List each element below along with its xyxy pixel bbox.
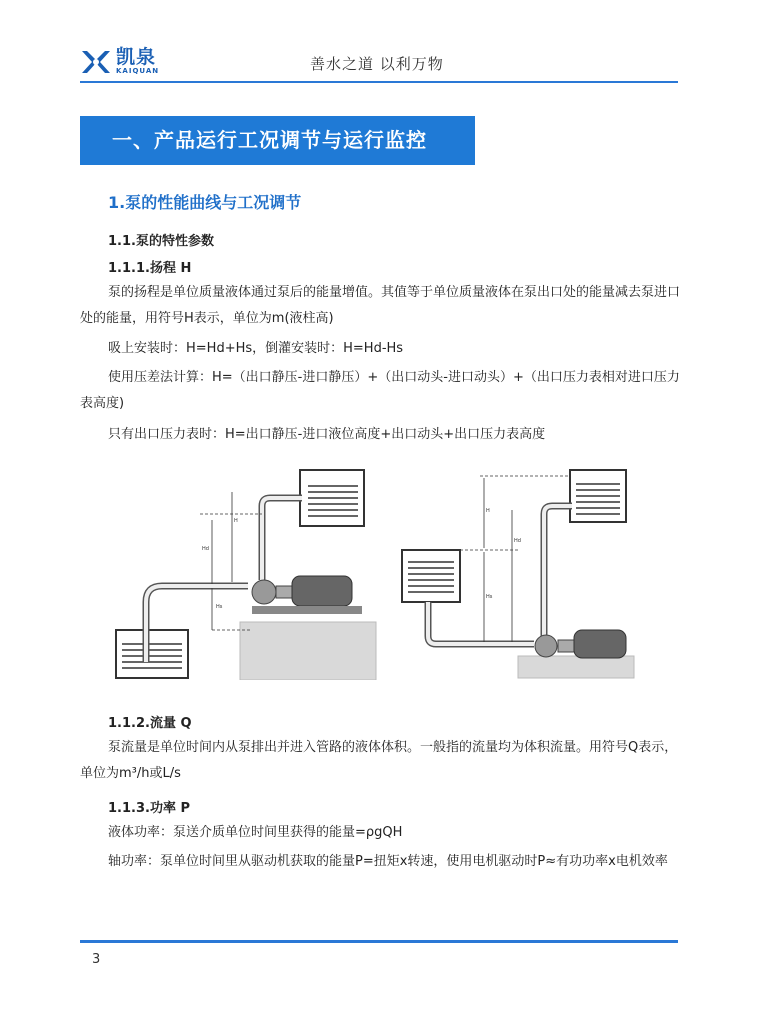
svg-text:Hd: Hd [202, 546, 209, 552]
heading-head: 1.1.1.扬程 H [108, 261, 192, 276]
svg-text:Hs: Hs [486, 594, 493, 600]
kaiquan-logo-icon [80, 49, 112, 75]
header-slogan: 善水之道 以利万物 [310, 55, 444, 73]
logo-text-cn: 凯泉 [116, 46, 157, 68]
section-title: 1.泵的性能曲线与工况调节 [108, 193, 302, 212]
svg-text:Hd: Hd [514, 538, 521, 544]
svg-text:H: H [486, 508, 490, 514]
shaft-power-paragraph: 轴功率：泵单位时间里从驱动机获取的能量P=扭矩x转速，使用电机驱动时P≈有功功率x电机效率 [108, 854, 668, 869]
chapter-title: 一、产品运行工况调节与运行监控 [80, 116, 475, 165]
suction-lift-diagram [112, 462, 378, 680]
header-divider [80, 81, 678, 83]
page-header [0, 0, 760, 94]
company-logo [80, 48, 159, 75]
flow-definition-paragraph: 泵流量是单位时间内从泵排出并进入管路的液体体积。一般指的流量均为体积流量。用符号Q表示，单位为m³/h或L/s [80, 740, 678, 781]
flow-heading: 1.1.2.流量 Q [108, 716, 192, 731]
svg-text:H: H [234, 518, 238, 524]
head-formula-outlet-gauge: 只有出口压力表时：H=出口静压-进口液位高度+出口动头+出口压力表高度 [108, 427, 546, 442]
footer-divider [80, 940, 678, 943]
subsection-title: 1.1.泵的特性参数 [108, 234, 214, 249]
head-definition-paragraph: 泵的扬程是单位质量液体通过泵后的能量增值。其值等于单位质量液体在泵出口处的能量减去泵进口处的能量，用符号H表示，单位为m(液柱高) [80, 285, 681, 326]
page-number: 3 [92, 952, 101, 967]
flooded-suction-diagram [400, 466, 636, 680]
head-formula-installation: 吸上安装时：H=Hd+Hs，倒灌安装时：H=Hd-Hs [108, 341, 404, 356]
svg-text:Hs: Hs [216, 604, 223, 610]
logo-text-en: KAIQUAN [116, 67, 160, 75]
liquid-power-paragraph: 液体功率：泵送介质单位时间里获得的能量=ρgQH [108, 825, 403, 840]
power-heading: 1.1.3.功率 P [108, 801, 191, 816]
head-formula-pressure-difference: 使用压差法计算：H=（出口静压-进口静压）+（出口动头-进口动头）+（出口压力表相对进口压力表高度) [80, 370, 680, 411]
